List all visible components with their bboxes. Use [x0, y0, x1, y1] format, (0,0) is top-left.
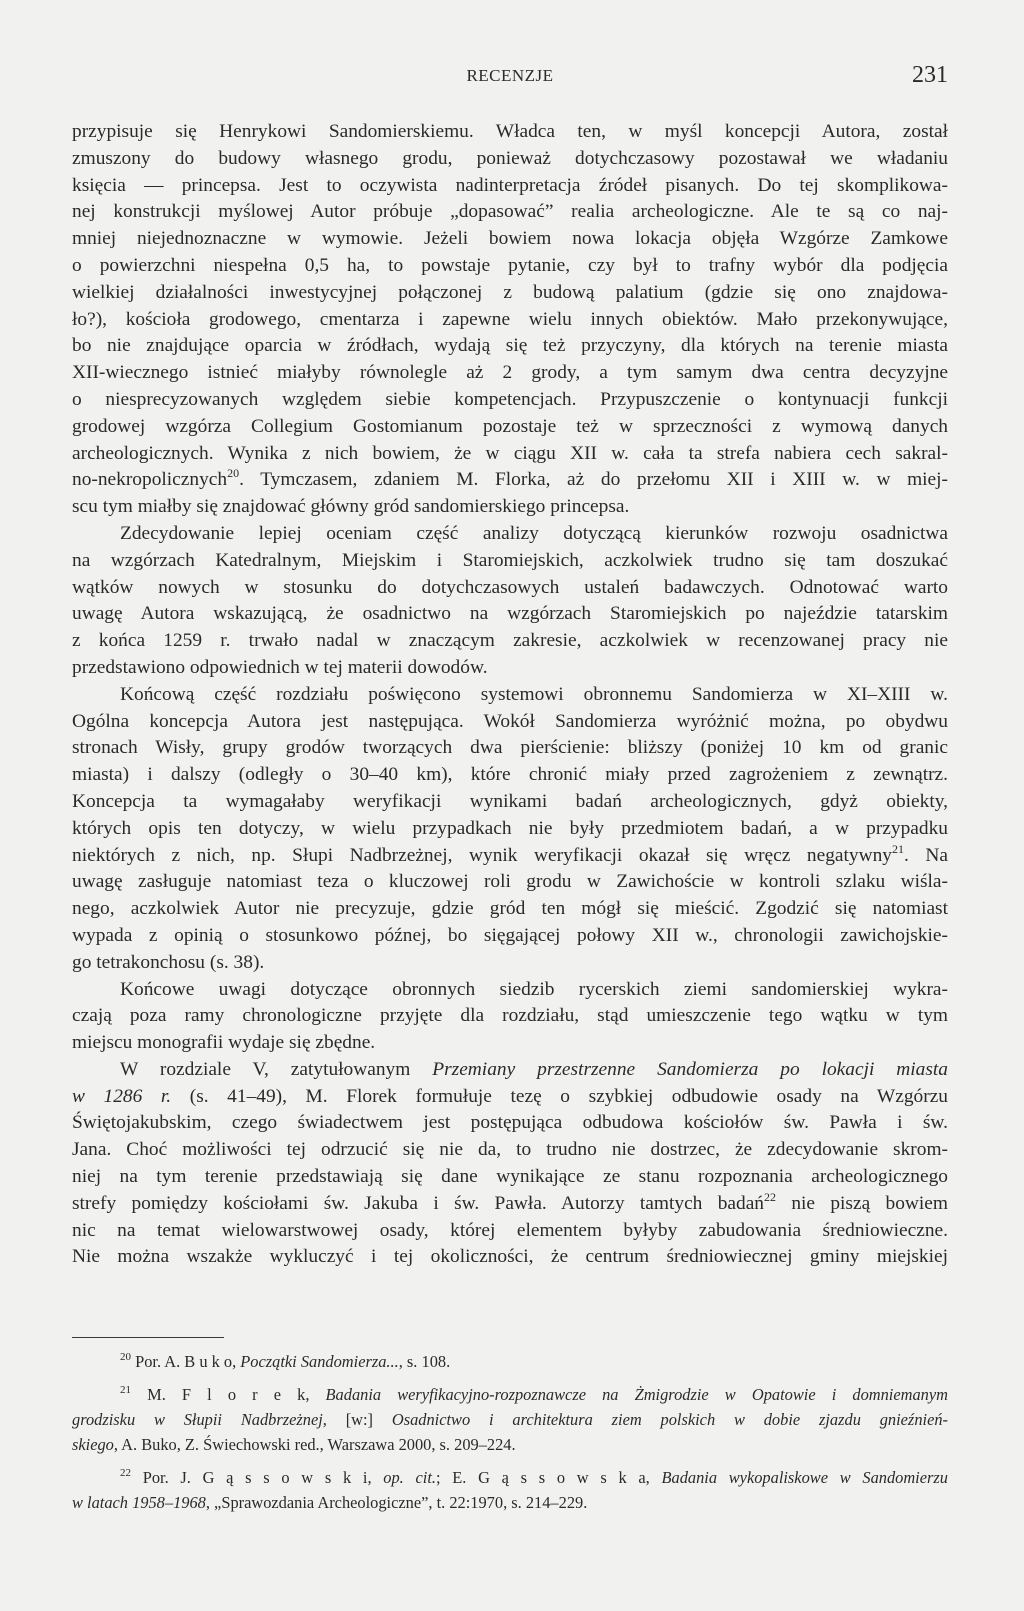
footnote-line	[72, 1432, 948, 1457]
text-line	[72, 1030, 948, 1057]
line-text: Świętojakubskim, czego świadectwem jest postępująca odbudowa kościołów św. Pawła i św.	[72, 1112, 948, 1134]
text-line	[72, 146, 948, 173]
footnote-number: 20	[120, 1351, 131, 1363]
line-text: zmuszony do budowy własnego grodu, ponieważ dotychczasowy pozostawał we władaniu	[72, 147, 948, 169]
text-line	[72, 575, 948, 602]
footnote-italic: Osadnictwo i architektura ziem polskich w dobie zjazdu gnieźnień-	[391, 1410, 948, 1429]
footnote-line	[72, 1382, 948, 1407]
text-line	[72, 387, 948, 414]
line-text: strefy pomiędzy kościołami św. Jakuba i św. Pawła. Autorzy tamtych badań	[72, 1192, 764, 1214]
line-text: nego, aczkolwiek Autor nie precyzuje, gdzie gród ten mógł się mieścić. Zgodzić się natomiast	[72, 898, 948, 920]
text-line	[72, 1057, 948, 1084]
footnote-separator	[72, 1337, 224, 1338]
line-text: niej na tym terenie przedstawiają się dane wynikające ze stanu rozpoznania archeologicznego	[72, 1166, 948, 1188]
line-text: Ogólna koncepcja Autora jest następująca. Wokół Sandomierza wyróżnić można, po obydwu	[72, 710, 948, 732]
text-line	[72, 1110, 948, 1137]
text-line	[72, 119, 948, 146]
line-text: nie piszą bowiem	[776, 1192, 948, 1214]
text-line	[72, 280, 948, 307]
line-text: archeologicznych. Wynika z nich bowiem, że w ciągu XII w. cała ta strefa nabiera cech sakral-	[72, 442, 948, 464]
text-line	[72, 173, 948, 200]
text-line	[72, 1191, 948, 1218]
line-text: bo nie znajdujące oparcia w źródłach, wydają się też przyczyny, dla których na terenie miasta	[72, 335, 948, 357]
line-text: XII-wiecznego istnieć miałyby równolegle aż 2 grody, a tym samym dwa centra decyzyjne	[72, 362, 948, 384]
line-text: Końcowe uwagi dotyczące obronnych siedzib rycerskich ziemi sandomierskiej wykra-	[120, 978, 948, 1000]
line-text: o powierzchni niespełna 0,5 ha, to powstaje pytanie, czy był to trafny wybór dla podjęcia	[72, 254, 948, 276]
footnote-line	[72, 1490, 948, 1515]
footnote-line	[72, 1465, 948, 1490]
italic-title: w 1286 r.	[72, 1085, 172, 1107]
line-text: czają poza ramy chronologiczne przyjęte dla rozdziału, stąd umieszczenie tego wątku w tym	[72, 1005, 948, 1027]
line-text: przedstawiono odpowiednich w tej materii dowodów.	[72, 656, 488, 678]
footnotes	[72, 1349, 948, 1515]
footnote-italic: grodzisku w Słupii Nadbrzeżnej,	[72, 1410, 327, 1429]
footnote-text: M. F l o r e k,	[131, 1385, 326, 1404]
line-text: scu tym miałby się znajdować główny gród sandomierskiego princepsa.	[72, 496, 630, 518]
line-text: nej konstrukcji myślowej Autor próbuje „dopasować” realia archeologiczne. Ale te są co naj-	[72, 201, 948, 223]
footnote-italic: op. cit.	[383, 1468, 436, 1487]
text-line	[72, 682, 948, 709]
footnote-italic: Badania wykopaliskowe w Sandomierzu	[661, 1468, 948, 1487]
text-line	[72, 1003, 948, 1030]
line-text: uwagę zasługuje natomiast teza o kluczowej roli grodu w Zawichoście w kontroli szlaku wiśla-	[72, 871, 948, 893]
text-line	[72, 1164, 948, 1191]
text-line	[72, 333, 948, 360]
footnote-text: , A. Buko, Z. Świechowski red., Warszawa 2000, s. 209–224.	[113, 1435, 516, 1454]
line-text: . Tymczasem, zdaniem M. Florka, aż do przełomu XII i XIII w. w miej-	[239, 469, 948, 491]
line-text: W rozdziale V, zatytułowanym	[120, 1058, 433, 1080]
line-text: Zdecydowanie lepiej oceniam część analizy dotyczącą kierunków rozwoju osadnictwa	[120, 522, 948, 544]
line-text: z końca 1259 r. trwało nadal w znaczącym zakresie, aczkolwiek w recenzowanej pracy nie	[72, 630, 948, 652]
text-line	[72, 950, 948, 977]
text-line	[72, 896, 948, 923]
footnote-text: Por. A. B u k o,	[131, 1352, 241, 1371]
footnote-italic: Początki Sandomierza...	[240, 1352, 399, 1371]
text-line	[72, 923, 948, 950]
line-text: wielkiej działalności inwestycyjnej połączonej z budową palatium (gdzie się ono znajdowa-	[72, 281, 948, 303]
line-text: wypada z opinią o stosunkowo późnej, bo sięgającej połowy XII w., chronologii zawichojskie-	[72, 924, 948, 946]
footnote-ref: 20	[227, 466, 240, 481]
italic-title: Przemiany przestrzenne Sandomierza po lokacji miasta	[432, 1058, 948, 1080]
line-text: Nie można wszakże wykluczyć i tej okoliczności, że centrum średniowiecznej gminy miejskiej	[72, 1246, 948, 1268]
line-text: księcia — princepsa. Jest to oczywista nadinterpretacja źródeł pisanych. Do tej skomplikowa-	[72, 174, 948, 196]
text-line	[72, 521, 948, 548]
text-line	[72, 467, 948, 494]
line-text: . Na	[903, 844, 948, 866]
text-line	[72, 1084, 948, 1111]
line-text: stronach Wisły, grupy grodów tworzących dwa pierścienie: bliższy (poniżej 10 km od granic	[72, 737, 948, 759]
line-text: na wzgórzach Katedralnym, Miejskim i Staromiejskich, aczkolwiek trudno się tam doszukać	[72, 549, 948, 571]
text-line	[72, 709, 948, 736]
text-line	[72, 1218, 948, 1245]
text-line	[72, 494, 948, 521]
line-text: go tetrakonchosu (s. 38).	[72, 951, 265, 973]
line-text: nic na temat wielowarstwowej osady, której elementem byłyby zabudowania średniowieczne.	[72, 1219, 948, 1241]
footnote-text: [w:]	[326, 1410, 392, 1429]
line-text: uwagę Autora wskazującą, że osadnictwo na wzgórzach Staromiejskich po najeździe tatarskim	[72, 603, 948, 625]
running-head	[72, 62, 948, 92]
body-text	[72, 119, 948, 1271]
text-line	[72, 762, 948, 789]
text-line	[72, 789, 948, 816]
page-number: 231	[912, 62, 948, 88]
text-line	[72, 655, 948, 682]
text-line	[72, 816, 948, 843]
text-line	[72, 628, 948, 655]
line-text: wątków nowych w stosunku do dotychczasowych ustaleń badawczych. Odnotować warto	[72, 576, 948, 598]
text-line	[72, 307, 948, 334]
line-text: niektórych z nich, np. Słupi Nadbrzeżnej, wynik weryfikacji okazał się wręcz negatywny	[72, 844, 892, 866]
line-text: mniej niejednoznaczne w wymowie. Jeżeli bowiem nowa lokacja objęła Wzgórze Zamkowe	[72, 228, 948, 250]
text-line	[72, 199, 948, 226]
line-text: przypisuje się Henrykowi Sandomierskiemu. Władca ten, w myśl koncepcji Autora, został	[72, 121, 948, 142]
line-text: grodowej wzgórza Collegium Gostomianum pozostaje też w sprzeczności z wymową danych	[72, 415, 948, 437]
footnote-italic: w latach 1958–1968	[72, 1493, 206, 1512]
footnote-text: Por. J. G ą s s o w s k i,	[131, 1468, 384, 1487]
line-text: Koncepcja ta wymagałaby weryfikacji wynikami badań archeologicznych, gdyż obiekty,	[72, 790, 948, 812]
text-line	[72, 1244, 948, 1271]
line-text: (s. 41–49), M. Florek formułuje tezę o szybkiej odbudowie osady na Wzgórzu	[171, 1085, 948, 1107]
text-line	[72, 441, 948, 468]
line-text: no-nekropolicznych	[72, 469, 228, 491]
footnote-number: 22	[120, 1467, 131, 1479]
line-text: Końcową część rozdziału poświęcono systemowi obronnemu Sandomierza w XI–XIII w.	[120, 683, 948, 705]
line-text: o niesprecyzowanych względem siebie kompetencjach. Przypuszczenie o kontynuacji funkcji	[72, 388, 948, 410]
line-text: miejscu monografii wydaje się zbędne.	[72, 1032, 376, 1054]
text-line	[72, 601, 948, 628]
line-text: ło?), kościoła grodowego, cmentarza i zapewne wielu innych obiektów. Mało przekonywujące,	[72, 308, 948, 330]
text-line	[72, 253, 948, 280]
running-title: RECENZJE	[466, 66, 554, 85]
text-line	[72, 869, 948, 896]
footnote-ref: 22	[764, 1189, 776, 1204]
text-line	[72, 226, 948, 253]
footnote-ref: 21	[891, 841, 904, 856]
footnote-line	[72, 1407, 948, 1432]
text-line	[72, 548, 948, 575]
footnote-number: 21	[120, 1384, 131, 1396]
line-text: Jana. Choć możliwości tej odrzucić się nie da, to trudno nie dostrzec, że zdecydowanie skrom-	[72, 1139, 948, 1161]
footnote-line	[72, 1349, 948, 1374]
text-line	[72, 843, 948, 870]
line-text: których opis ten dotyczy, w wielu przypadkach nie były przedmiotem badań, a w przypadku	[72, 817, 948, 839]
text-line	[72, 735, 948, 762]
text-line	[72, 414, 948, 441]
footnote-italic: skiego	[72, 1435, 114, 1454]
footnote-text: , s. 108.	[398, 1352, 451, 1371]
footnote-italic: Badania weryfikacyjno-rozpoznawcze na Żmigrodzie w Opatowie i domniemanym	[325, 1385, 948, 1404]
text-line	[72, 1137, 948, 1164]
footnote-text: ; E. G ą s s o w s k a,	[435, 1468, 662, 1487]
line-text: miasta) i dalszy (odległy o 30–40 km), które chronić miały przed zagrożeniem z zewnątrz.	[72, 764, 948, 786]
text-line	[72, 977, 948, 1004]
text-line	[72, 360, 948, 387]
footnote-text: , „Sprawozdania Archeologiczne”, t. 22:1970, s. 214–229.	[205, 1493, 588, 1512]
